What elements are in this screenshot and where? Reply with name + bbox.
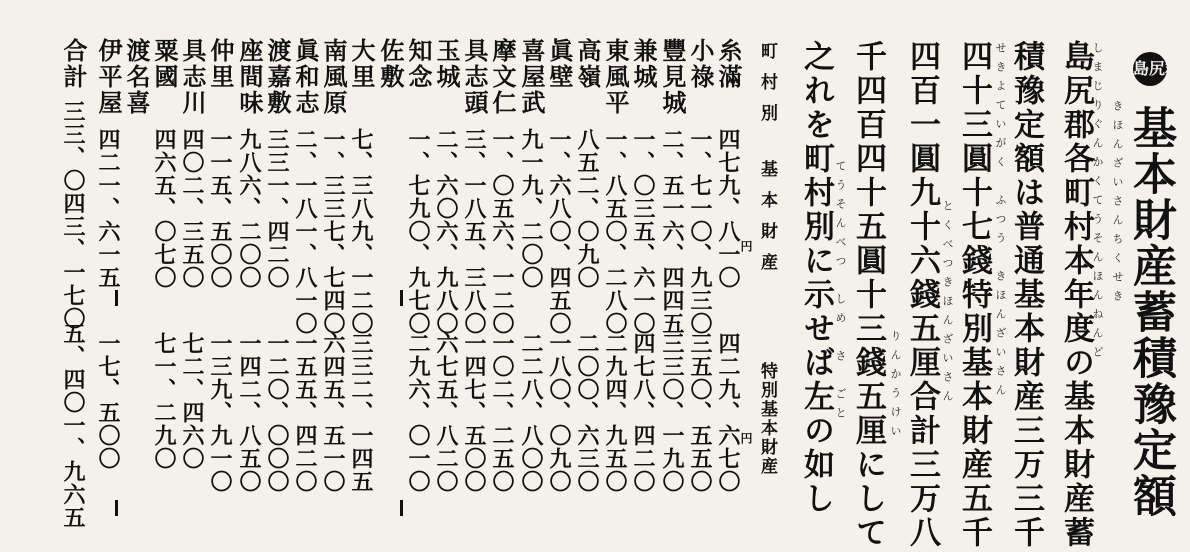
special-amount: 一二〇、〇〇〇 [264, 332, 289, 493]
village-name: 眞和志 [291, 38, 320, 116]
paragraph-line-2: 積豫定額は普通基本財産三万三千 [1008, 40, 1044, 550]
special-amount: 六四五、五一〇 [320, 332, 345, 493]
basic-amount: 四七九、八一〇 [715, 128, 740, 289]
village-name: 玉城 [432, 38, 461, 90]
village-name: 座間味 [235, 38, 264, 116]
special-amount: 一五五、四二〇 [292, 332, 317, 493]
basic-amount: 一、七一〇、九三〇 [687, 128, 712, 335]
paragraph-furigana-1: しまじりぐんかくてうそんほんねんど [1091, 42, 1104, 365]
unit-basic: 円 [739, 240, 753, 252]
basic-amount: 一、七九〇、九七〇 [405, 128, 430, 335]
village-name: 具志川 [178, 38, 207, 116]
blank-mark [400, 290, 403, 306]
title-column [1125, 52, 1182, 519]
basic-amount: 一、八五〇、二八〇 [602, 128, 627, 335]
special-amount: 七一、二九〇 [151, 332, 176, 470]
special-amount: 一八〇、〇九〇 [546, 332, 571, 493]
basic-amount: 九八六、二〇〇 [236, 128, 261, 289]
total-label: 合計 [59, 38, 88, 90]
paragraph-furigana-4: りんかうけい [889, 330, 902, 444]
special-amount: 一四七、五〇〇 [461, 332, 486, 493]
article-title: 基本財産蓄積豫定額 [1125, 105, 1176, 519]
basic-amount: 一、〇五六、一二〇 [489, 128, 514, 335]
village-name: 具志頭 [460, 38, 489, 116]
special-amount: 二九六、〇一〇 [405, 332, 430, 493]
special-amount: 二〇〇、六三〇 [574, 332, 599, 493]
village-name: 豐見城 [658, 38, 687, 116]
village-name: 小祿 [686, 38, 715, 90]
basic-amount: 九一九、二〇〇 [518, 128, 543, 289]
basic-amount: 一、三三七、七四〇 [320, 128, 345, 335]
special-amount: 一〇二、二五〇 [489, 332, 514, 493]
total-basic: 三三、〇四三、一七〇 [60, 100, 85, 330]
basic-amount: 一、〇三五、六一〇 [630, 128, 655, 335]
village-name: 佐敷 [376, 38, 405, 90]
special-amount: 三五〇、五五〇 [687, 332, 712, 493]
special-amount: 三三二、一四五 [348, 332, 373, 493]
village-name: 伊平屋 [94, 38, 123, 116]
special-amount: 四七八、四二〇 [630, 332, 655, 493]
village-name: 喜屋武 [517, 38, 546, 116]
paragraph-line-1: 島尻郡各町村本年度の基本財産蓄 [1058, 40, 1094, 550]
village-name: 東風平 [601, 38, 630, 116]
special-amount: 一七、五〇〇 [95, 332, 120, 470]
basic-amount: 一一五、五〇〇 [207, 128, 232, 289]
special-amount: 七二、四六〇 [179, 332, 204, 470]
village-name: 眞壁 [545, 38, 574, 90]
basic-amount: 一、六八〇、四五〇 [546, 128, 571, 335]
header-special: 特別基本財産 [757, 362, 777, 476]
village-name: 知念 [404, 38, 433, 90]
village-name: 摩文仁 [488, 38, 517, 116]
header-village: 町村別 [757, 42, 777, 135]
paragraph-line-4: 四百一圓九十六錢五厘合計三万八 [904, 40, 940, 550]
basic-amount: 二、六〇六、九八〇 [433, 128, 458, 335]
paragraph-line-6: 之れを町村別に示せば左の如し [798, 40, 834, 516]
district-badge: 島尻郡 [1133, 52, 1167, 86]
basic-amount: 四六五、〇七〇 [151, 128, 176, 289]
basic-amount: 四〇二、三五〇 [179, 128, 204, 289]
paragraph-furigana-6: てうそんべつ しめ さ ごと [834, 160, 847, 426]
special-amount: 二九四、九五〇 [602, 332, 627, 493]
blank-mark [115, 290, 118, 306]
title-furigana: きほんざいさんちくせき [1111, 100, 1124, 309]
basic-amount: 八五二、〇九〇 [574, 128, 599, 289]
basic-amount: 三、一八五、三八〇 [461, 128, 486, 335]
village-name: 兼城 [629, 38, 658, 90]
paragraph-furigana-3: とくべつきほんざいさん [941, 200, 954, 409]
paragraph-furigana-2: せきよていがく ふつう きほんざいさん [994, 42, 1007, 403]
blank-mark [400, 500, 403, 516]
village-name: 高嶺 [573, 38, 602, 90]
paragraph-line-5: 千四百四十五圓十三錢五厘にして [850, 40, 886, 550]
basic-amount: 七、三八九、一二〇 [348, 128, 373, 335]
village-name: 仲里 [206, 38, 235, 90]
special-amount: 六七五、八二〇 [433, 332, 458, 493]
village-name: 渡嘉敷 [263, 38, 292, 116]
village-name: 糸滿 [714, 38, 743, 90]
basic-amount: 四二一、六一五 [95, 128, 120, 289]
special-amount: 四二九、六七〇 [715, 332, 740, 493]
village-name: 渡名喜 [122, 38, 151, 116]
basic-amount: 二、一八一、八一〇 [292, 128, 317, 335]
basic-amount: 三三一、四二〇 [264, 128, 289, 289]
basic-amount: 二、五一六、四四五 [659, 128, 684, 335]
village-name: 大里 [347, 38, 376, 90]
special-amount: 一三九、九一〇 [207, 332, 232, 493]
special-amount: 三三〇、一九〇 [659, 332, 684, 493]
special-amount: 一四二、八五〇 [236, 332, 261, 493]
village-name: 粟國 [150, 38, 179, 90]
total-special: 五、四〇一、九六五 [60, 322, 85, 529]
blank-mark [115, 500, 118, 516]
village-name: 南風原 [319, 38, 348, 116]
header-basic: 基本財産 [757, 160, 777, 284]
paragraph-line-3: 四十三圓十七錢特別基本財産五千 [956, 40, 992, 550]
special-amount: 二二八、八〇〇 [518, 332, 543, 493]
unit-special: 円 [739, 432, 753, 444]
